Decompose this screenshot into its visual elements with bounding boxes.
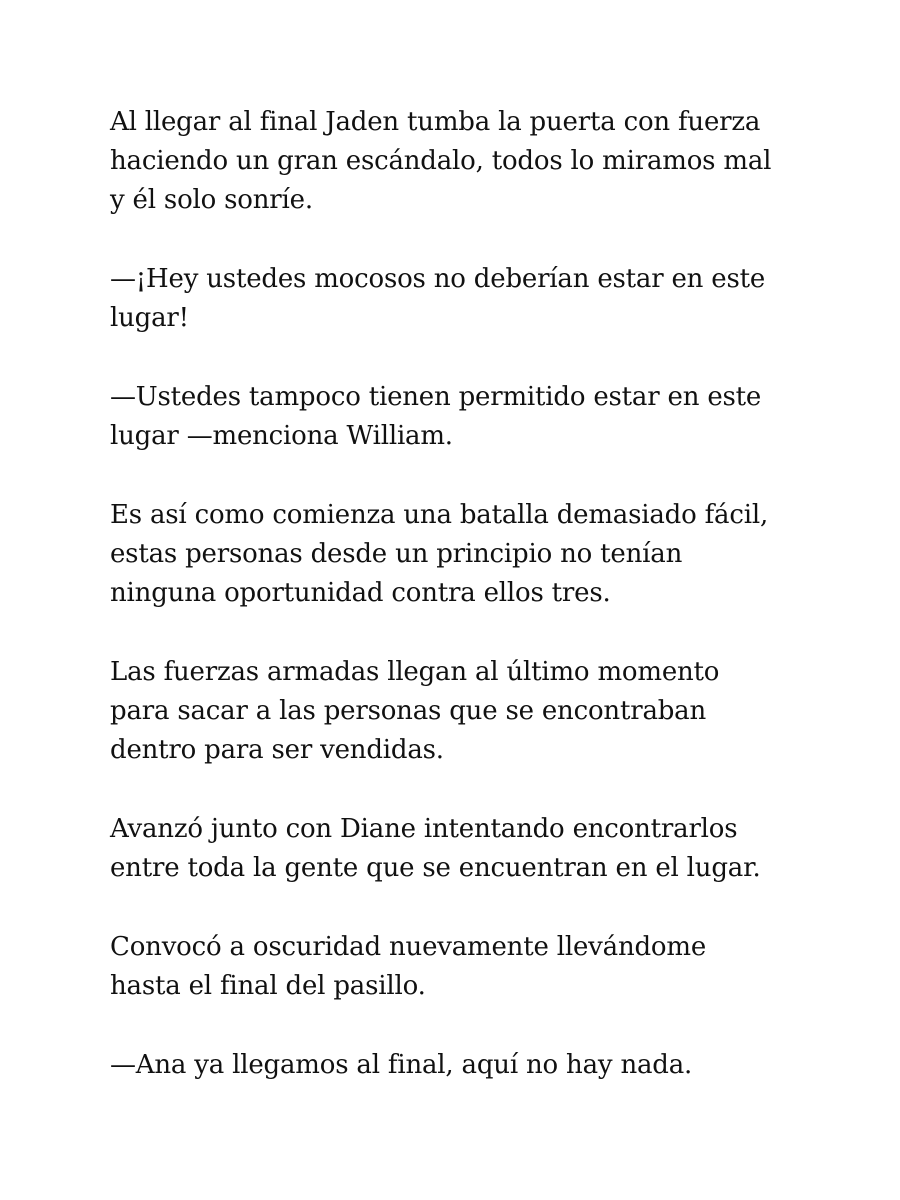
paragraph-6 — [110, 810, 810, 888]
paragraph-7 — [110, 928, 810, 1006]
paragraph-2 — [110, 260, 810, 338]
paragraph-4 — [110, 496, 810, 613]
text-line: —Ustedes tampoco tienen permitido estar en este — [110, 382, 762, 412]
text-line: Convocó a oscuridad nuevamente llevándome — [110, 932, 707, 962]
text-line: dentro para ser vendidas. — [110, 735, 444, 765]
text-line: lugar —menciona William. — [110, 421, 453, 451]
text-line: lugar! — [110, 303, 189, 333]
text-line: Las fuerzas armadas llegan al último momento — [110, 657, 720, 687]
text-line: Es así como comienza una batalla demasiado fácil, — [110, 500, 769, 530]
paragraph-5 — [110, 653, 810, 770]
text-line: —Ana ya llegamos al final, aquí no hay nada. — [110, 1050, 693, 1080]
text-line: ninguna oportunidad contra ellos tres. — [110, 578, 611, 608]
text-line: hasta el final del pasillo. — [110, 971, 426, 1001]
text-line: entre toda la gente que se encuentran en el lugar. — [110, 853, 761, 883]
text-line: Al llegar al final Jaden tumba la puerta con fuerza — [110, 107, 761, 137]
text-line: y él solo sonríe. — [110, 185, 313, 215]
paragraph-8 — [110, 1046, 810, 1085]
text-line: para sacar a las personas que se encontraban — [110, 696, 707, 726]
paragraph-3 — [110, 378, 810, 456]
text-line: Avanzó junto con Diane intentando encontrarlos — [110, 814, 738, 844]
document-body — [110, 103, 810, 1125]
text-line: estas personas desde un principio no tenían — [110, 539, 683, 569]
text-line: —¡Hey ustedes mocosos no deberían estar en este — [110, 264, 766, 294]
paragraph-1 — [110, 103, 810, 220]
text-line: haciendo un gran escándalo, todos lo miramos mal — [110, 146, 772, 176]
